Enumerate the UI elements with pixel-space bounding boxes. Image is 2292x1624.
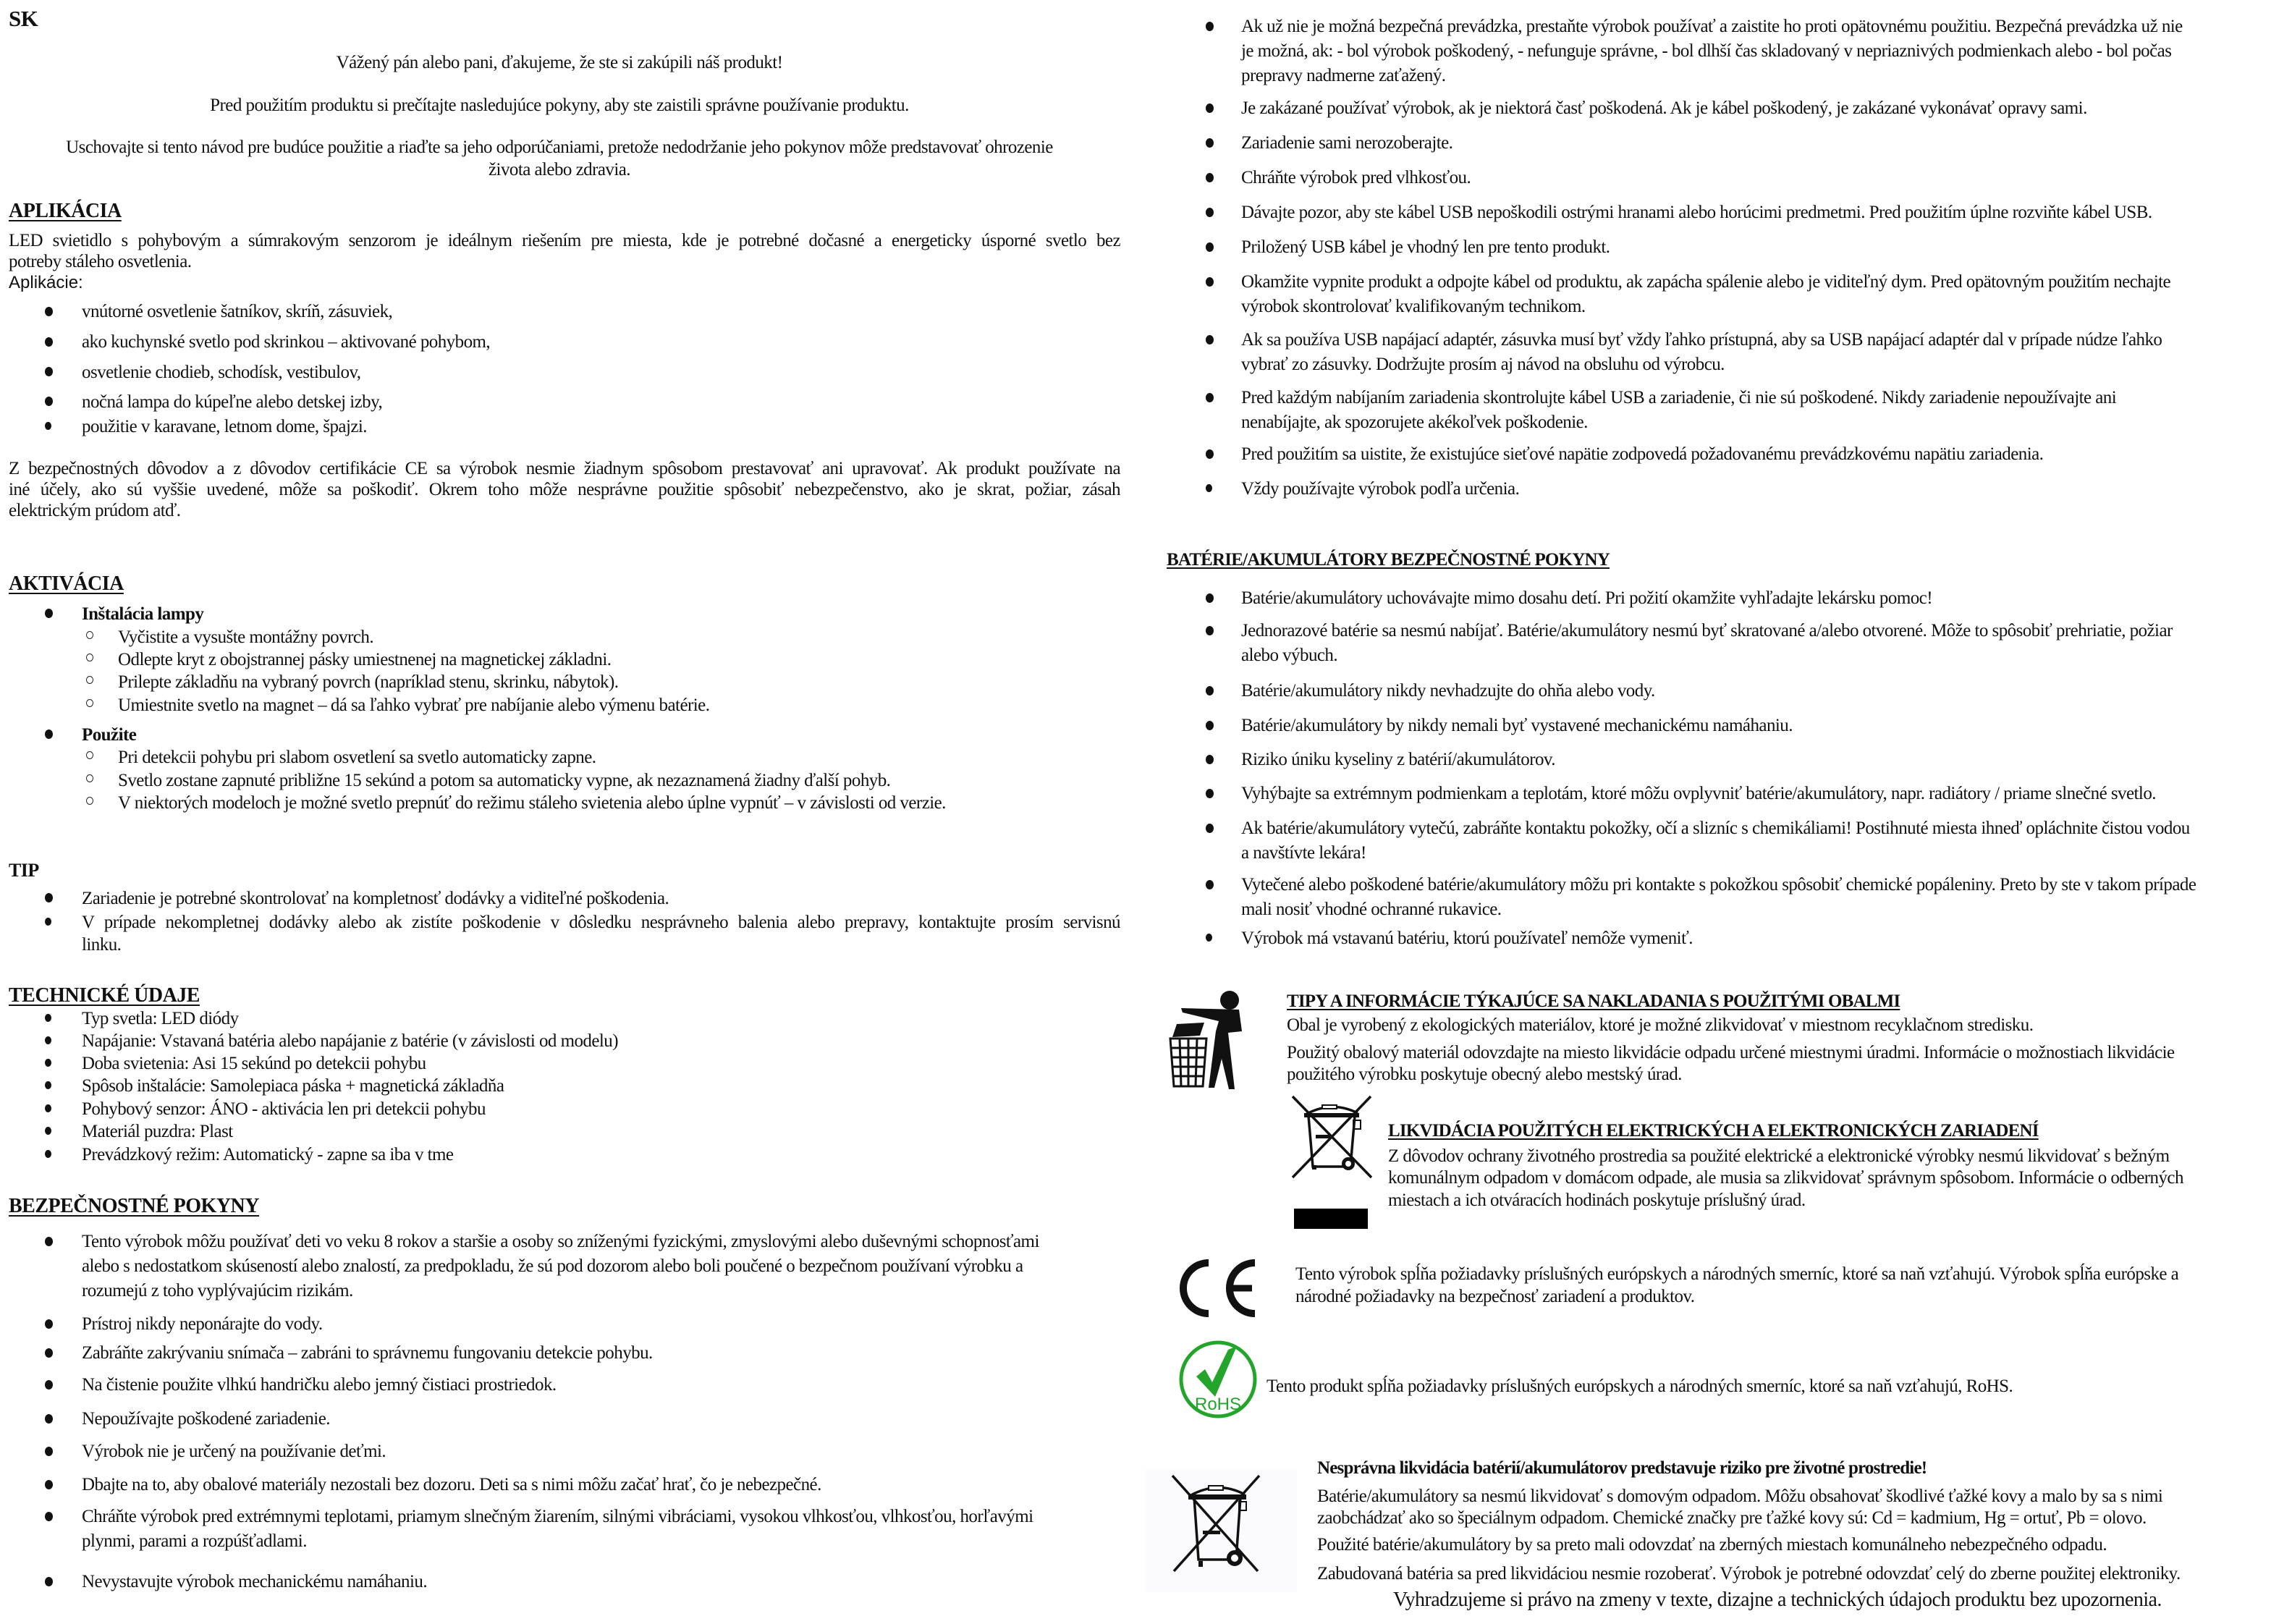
intro-keep-manual-line-2: života alebo zdravia. bbox=[489, 160, 630, 179]
safety-item-line: Prístroj nikdy neponárajte do vody. bbox=[82, 1314, 323, 1334]
safety-item-line: Pred použitím sa uistite, že existujúce sieťové napätie zodpovedá požadovanému prevádzkovému napätiu zariadenia. bbox=[1241, 444, 2044, 464]
ce-mark-label: CE bbox=[1177, 1259, 1178, 1260]
safety-item-line: Ak sa používa USB napájací adaptér, zásuvka musí byť vždy ľahko prístupná, aby sa USB napájací adaptér dal v prípade núdze ľahko bbox=[1241, 330, 2162, 350]
bullet-icon bbox=[1206, 242, 1214, 252]
safety-item-line: Pred každým nabíjaním zariadenia skontrolujte kábel USB a zariadenie, či nie sú poškodené. Nikdy zariadenie nepoužívajte ani bbox=[1241, 388, 2117, 407]
safety-item-line: Dbajte na to, aby obalové materiály nezostali bez dozoru. Deti sa s nimi môžu začať hrať, čo je nebezpečné. bbox=[82, 1475, 821, 1494]
bullet-icon bbox=[45, 1512, 53, 1521]
weee-heading: LIKVIDÁCIA POUŽITÝCH ELEKTRICKÝCH A ELEKTRONICKÝCH ZARIADENÍ bbox=[1388, 1121, 2039, 1141]
bullet-icon bbox=[1206, 880, 1214, 889]
battery-safety-item-line: Výrobok má vstavanú batériu, ktorú používateľ nemôže vymeniť. bbox=[1241, 929, 1693, 948]
battery-safety-item-line: Batérie/akumulátory uchovávajte mimo dosahu detí. Pri požití okamžite vyhľadajte lekársku pomoc! bbox=[1241, 588, 1932, 608]
bullet-icon bbox=[1206, 173, 1214, 182]
bullet-icon bbox=[1206, 593, 1214, 603]
footer-disclaimer: Vyhradzujeme si právo na zmeny v texte, dizajne a technických údajoch produktu bez upozornenia. bbox=[1393, 1589, 2162, 1611]
safety-item-line: Vždy používajte výrobok podľa určenia. bbox=[1241, 479, 1520, 499]
safety-item-line: Je zakázané používať výrobok, ak je niektorá časť poškodená. Ak je kábel poškodený, je zakázané vykonávať opravy sami. bbox=[1241, 98, 2087, 118]
bullet-icon bbox=[45, 1104, 51, 1112]
battery-safety-item-line: Vytečené alebo poškodené batérie/akumulátory môžu pri kontakte s pokožkou spôsobiť chemické popáleniny. Preto by ste v takom prípade bbox=[1241, 875, 2196, 895]
technical-item: Napájanie: Vstavaná batéria alebo napájanie z batérie (v závislosti od modelu) bbox=[82, 1031, 619, 1051]
aktivacia-step: Odlepte kryt z obojstrannej pásky umiestnenej na magnetickej základni. bbox=[118, 650, 612, 669]
bullet-icon bbox=[45, 1059, 51, 1067]
bullet-icon bbox=[45, 1237, 53, 1246]
battery-safety-item-line: Ak batérie/akumulátory vytečú, zabráňte kontaktu pokožky, očí a slizníc s chemikáliami! Postihnuté miesta ihneď opláchnite čistou vodou bbox=[1241, 819, 2190, 838]
bullet-icon bbox=[45, 1480, 53, 1489]
bullet-icon bbox=[1206, 22, 1214, 31]
tip-item-cont: linku. bbox=[82, 935, 122, 955]
technical-item: Doba svietenia: Asi 15 sekúnd po detekcii pohybu bbox=[82, 1054, 426, 1073]
aktivacia-step: Vyčistite a vysušte montážny povrch. bbox=[118, 627, 374, 647]
aplikacia-list-label: Aplikácie: bbox=[9, 273, 83, 292]
tip-item: Zariadenie je potrebné skontrolovať na kompletnosť dodávky a viditeľné poškodenia. bbox=[82, 889, 669, 908]
safety-item-line: plynmi, parami a rozpúšťadlami. bbox=[82, 1531, 307, 1551]
battery-safety-item-line: mali nosiť vhodné ochranné rukavice. bbox=[1241, 900, 1502, 919]
rohs-icon bbox=[1177, 1339, 1259, 1420]
aktivacia-step: Pri detekcii pohybu pri slabom osvetlení sa svetlo automaticky zapne. bbox=[118, 748, 596, 767]
ce-line-2: národné požiadavky na bezpečnosť zariadení a produktov. bbox=[1295, 1287, 1695, 1306]
safety-item-line: Chráňte výrobok pred vlhkosťou. bbox=[1241, 168, 1471, 187]
safety-item-line: prepravy nadmerne zaťažený. bbox=[1241, 66, 1446, 85]
bullet-icon bbox=[1206, 824, 1214, 833]
bullet-icon bbox=[1206, 789, 1214, 798]
ce-line-1: Tento výrobok spĺňa požiadavky príslušných európskych a národných smerníc, ktoré sa naň vzťahujú. Výrobok spĺňa európske a bbox=[1295, 1264, 2179, 1284]
bullet-icon bbox=[1206, 277, 1214, 287]
bullet-icon bbox=[1206, 626, 1214, 635]
bullet-icon bbox=[45, 1380, 53, 1390]
battery-safety-item-line: Batérie/akumulátory by nikdy nemali byť vystavené mechanickému namáhaniu. bbox=[1241, 716, 1793, 735]
bullet-icon bbox=[45, 1414, 53, 1424]
section-heading-tip: TIP bbox=[9, 860, 39, 881]
rohs-text: Tento produkt spĺňa požiadavky príslušných európskych a národných smerníc, ktoré sa naň vzťahujú, RoHS. bbox=[1266, 1376, 2013, 1396]
aplikacia-warning-line-3: elektrickým prúdom atď. bbox=[9, 501, 181, 520]
bullet-icon bbox=[1206, 449, 1214, 459]
list-item-text: vnútorné osvetlenie šatníkov, skríň, zásuviek, bbox=[82, 302, 393, 321]
safety-item-line: Ak už nie je možná bezpečná prevádzka, prestaňte výrobok používať a zaistite ho proti opätovnému použitiu. Bezpečná prevádzka už nie bbox=[1241, 17, 2183, 36]
section-heading-safety: BEZPEČNOSTNÉ POKYNY bbox=[9, 1195, 259, 1217]
technical-item: Materiál puzdra: Plast bbox=[82, 1122, 233, 1141]
battery-disposal-line-2: zaobchádzať ako so špeciálnym odpadom. Chemické značky pre ťažké kovy sú: Cd = kadmium, Hg = ortuť, Pb = olovo. bbox=[1317, 1508, 2147, 1528]
crossed-bin-icon bbox=[1288, 1094, 1375, 1232]
safety-item-line: Priložený USB kábel je vhodný len pre tento produkt. bbox=[1241, 237, 1610, 257]
battery-disposal-line-4: Zabudovaná batéria sa pred likvidáciou nesmie rozoberať. Výrobok je potrebné odovzdať celý do zberne použitej elektroniky. bbox=[1317, 1564, 2181, 1583]
safety-item-line: Nepoužívajte poškodené zariadenie. bbox=[82, 1409, 330, 1429]
intro-read-first: Pred použitím produktu si prečítajte nasledujúce pokyny, aby ste zaistili správne používanie produktu. bbox=[210, 96, 909, 115]
list-item-text: nočná lampa do kúpeľne alebo detskej izby, bbox=[82, 392, 383, 412]
bullet-icon bbox=[1206, 393, 1214, 402]
section-heading-technical: TECHNICKÉ ÚDAJE bbox=[9, 984, 200, 1007]
bullet-icon bbox=[45, 1036, 51, 1044]
tip-item: V prípade nekompletnej dodávky alebo ak zistíte poškodenie v dôsledku nesprávneho balenia alebo prepravy, kontaktujte prosím servisnú bbox=[82, 913, 1120, 932]
safety-item-line: výrobok skontrolovať kvalifikovaným technikom. bbox=[1241, 297, 1586, 316]
safety-item-line: nenabíjajte, ak spozorujete akékoľvek poškodenie. bbox=[1241, 413, 1588, 432]
safety-item-line: Na čistenie použite vlhkú handričku alebo jemný čistiaci prostriedok. bbox=[82, 1375, 557, 1395]
aktivacia-step: Prilepte základňu na vybraný povrch (napríklad stenu, skrinku, nábytok). bbox=[118, 672, 619, 692]
bullet-icon bbox=[1206, 335, 1214, 344]
battery-disposal-line-1: Batérie/akumulátory sa nesmú likvidovať s domovým odpadom. Môžu obsahovať škodlivé ťažké kovy a malo by sa s nimi bbox=[1317, 1486, 2163, 1506]
safety-item-line: rozumejú z toho vyplývajúcim rizikám. bbox=[82, 1281, 353, 1301]
rohs-label: RoHS bbox=[1194, 1395, 1242, 1414]
bullet-icon bbox=[45, 1127, 51, 1135]
battery-disposal-heading: Nesprávna likvidácia batérií/akumulátorov predstavuje riziko pre životné prostredie! bbox=[1317, 1458, 1927, 1478]
aktivacia-step: Umiestnite svetlo na magnet – dá sa ľahko vybrať pre nabíjanie alebo výmenu batérie. bbox=[118, 695, 710, 715]
bullet-icon bbox=[1206, 484, 1212, 492]
aktivacia-step: V niektorých modeloch je možné svetlo prepnúť do režimu stáleho svietenia alebo úplne vypnúť – v závislosti od verzie. bbox=[118, 793, 946, 813]
list-item-text: použitie v karavane, letnom dome, špajzi. bbox=[82, 417, 367, 436]
bullet-icon bbox=[45, 1577, 53, 1586]
technical-item: Prevádzkový režim: Automatický - zapne sa iba v tme bbox=[82, 1145, 454, 1164]
bullet-icon bbox=[1206, 138, 1214, 148]
weee-line-1: Z dôvodov ochrany životného prostredia sa použité elektrické a elektronické výrobky nesmú likvidovať s bežným bbox=[1388, 1146, 2170, 1166]
bullet-icon bbox=[45, 1150, 51, 1158]
safety-item-line: vybrať zo zásuvky. Dodržujte prosím aj návod na obsluhu od výrobcu. bbox=[1241, 355, 1725, 374]
packaging-line-3: použitého výrobku poskytuje obecný alebo mestský úrad. bbox=[1287, 1065, 1682, 1084]
battery-safety-item-line: Jednorazové batérie sa nesmú nabíjať. Batérie/akumulátory nesmú byť skratované a/alebo otvorené. Môže to spôsobiť prehriatie, požiar bbox=[1241, 621, 2173, 640]
aktivacia-step: Svetlo zostane zapnuté približne 15 sekúnd a potom sa automaticky vypne, ak nezaznamená žiadny ďalší pohyb. bbox=[118, 771, 891, 790]
aplikacia-warning-line-2: iné účely, ako sú vyššie uvedené, môže sa poškodiť. Okrem toho môže nesprávne použitie spôsobiť nebezpečenstvo, ako je skrat, požiar, zásah bbox=[9, 480, 1120, 499]
safety-item-line: Zabráňte zakrývaniu snímača – zabráni to správnemu fungovaniu detekcie pohybu. bbox=[82, 1343, 653, 1363]
battery-safety-item-line: Riziko úniku kyseliny z batérií/akumulátorov. bbox=[1241, 750, 1555, 769]
list-item-text: ako kuchynské svetlo pod skrinkou – aktivované pohybom, bbox=[82, 332, 491, 352]
weee-line-3: miestach a ich otváracích hodinách poskytuje príslušný úrad. bbox=[1388, 1190, 1806, 1210]
battery-safety-item-line: alebo výbuch. bbox=[1241, 646, 1338, 665]
crossed-bin-battery-icon bbox=[1167, 1473, 1261, 1574]
aktivacia-group-title: Inštalácia lampy bbox=[82, 604, 204, 624]
battery-safety-item-line: Batérie/akumulátory nikdy nevhadzujte do ohňa alebo vody. bbox=[1241, 681, 1655, 701]
bullet-icon bbox=[1206, 755, 1214, 764]
bullet-icon bbox=[45, 1014, 51, 1022]
bullet-icon bbox=[45, 1348, 53, 1358]
bullet-icon bbox=[45, 1447, 53, 1456]
packaging-heading: TIPY A INFORMÁCIE TÝKAJÚCE SA NAKLADANIA S POUŽITÝMI OBALMI bbox=[1287, 991, 1900, 1011]
weee-line-2: komunálnym odpadom v domácom odpade, ale musia sa zlikvidovať správnym spôsobom. Informácie o odberných bbox=[1388, 1168, 2183, 1188]
safety-item-line: je možná, ak: - bol výrobok poškodený, - nefunguje správne, - bol dlhší čas skladovaný v nepriaznivých podmienkach alebo - bol počas bbox=[1241, 41, 2172, 61]
bullet-icon bbox=[1206, 934, 1212, 942]
bullet-icon bbox=[45, 1081, 51, 1089]
litter-bin-icon bbox=[1167, 986, 1246, 1091]
ce-mark-icon bbox=[1177, 1259, 1260, 1317]
battery-safety-item-line: Vyhýbajte sa extrémnym podmienkam a teplotám, ktoré môžu ovplyvniť batérie/akumulátory, napr. radiátory / priame slnečné svetlo. bbox=[1241, 784, 2156, 803]
aplikacia-desc-line-1: LED svietidlo s pohybovým a súmrakovým senzorom je ideálnym riešením pre miesta, kde je potrebné dočasné a energeticky úsporné svetlo bez bbox=[9, 231, 1120, 250]
section-heading-battery-safety: BATÉRIE/AKUMULÁTORY BEZPEČNOSTNÉ POKYNY bbox=[1167, 550, 1610, 570]
bullet-icon bbox=[1206, 686, 1214, 695]
bullet-icon bbox=[1206, 103, 1214, 113]
bullet-icon bbox=[1206, 721, 1214, 730]
bullet-icon bbox=[1206, 208, 1214, 217]
packaging-line-1: Obal je vyrobený z ekologických materiálov, ktoré je možné zlikvidovať v miestnom recyklačnom stredisku. bbox=[1287, 1015, 2034, 1035]
bullet-icon bbox=[45, 1319, 53, 1329]
section-heading-aktivacia: AKTIVÁCIA bbox=[9, 572, 124, 595]
aktivacia-group-title: Použite bbox=[82, 725, 137, 745]
safety-item-line: Dávajte pozor, aby ste kábel USB nepoškodili ostrými hranami alebo horúcimi predmetmi. Pred použitím úplne rozviňte kábel USB. bbox=[1241, 203, 2152, 222]
aplikacia-desc-line-2: potreby stáleho osvetlenia. bbox=[9, 252, 192, 271]
safety-item-line: Výrobok nie je určený na používanie deťmi. bbox=[82, 1442, 386, 1461]
section-heading-aplikacia: APLIKÁCIA bbox=[9, 200, 122, 222]
safety-item-line: Zariadenie sami nerozoberajte. bbox=[1241, 133, 1453, 153]
intro-greeting: Vážený pán alebo pani, ďakujeme, že ste si zakúpili náš produkt! bbox=[336, 53, 783, 72]
technical-item: Spôsob inštalácie: Samolepiaca páska + magnetická základňa bbox=[82, 1076, 504, 1096]
safety-item-line: alebo s nedostatkom skúseností alebo znalostí, za predpokladu, že sú pod dozorom alebo boli poučené o bezpečnom používaní výrobku a bbox=[82, 1256, 1023, 1276]
safety-item-line: Nevystavujte výrobok mechanickému namáhaniu. bbox=[82, 1572, 428, 1591]
technical-item: Typ svetla: LED diódy bbox=[82, 1009, 239, 1028]
language-code: SK bbox=[9, 6, 38, 31]
battery-disposal-line-3: Použité batérie/akumulátory by sa preto mali odovzdať na zberných miestach komunálneho nebezpečného odpadu. bbox=[1317, 1535, 2107, 1555]
packaging-line-2: Použitý obalový materiál odovzdajte na miesto likvidácie odpadu určené miestnymi úradmi. Informácie o možnostiach likvidácie bbox=[1287, 1043, 2175, 1062]
aplikacia-warning-line-1: Z bezpečnostných dôvodov a z dôvodov certifikácie CE sa výrobok nesmie žiadnym spôsobom prestavovať ani upravovať. Ak produkt používate na bbox=[9, 459, 1120, 478]
list-item-text: osvetlenie chodieb, schodísk, vestibulov, bbox=[82, 363, 361, 382]
safety-item-line: Chráňte výrobok pred extrémnymi teplotami, priamym slnečným žiarením, silnými vibráciami, vysokou vlhkosťou, vlhkosťou, horľavými bbox=[82, 1507, 1033, 1526]
safety-item-line: Okamžite vypnite produkt a odpojte kábel od produktu, ak zapácha spálenie alebo je viditeľný dym. Pred opätovným použitím nechajte bbox=[1241, 272, 2171, 292]
intro-keep-manual-line-1: Uschovajte si tento návod pre budúce použitie a riaďte sa jeho odporúčaniami, pretože nedodržanie jeho pokynov môže predstavovať ohrozenie bbox=[66, 138, 1053, 157]
safety-item-line: Tento výrobok môžu používať deti vo veku 8 rokov a staršie a osoby so zníženými fyzickými, zmyslovými alebo duševnými schopnosťami bbox=[82, 1232, 1039, 1251]
battery-safety-item-line: a navštívte lekára! bbox=[1241, 843, 1366, 863]
technical-item: Pohybový senzor: ÁNO - aktivácia len pri detekcii pohybu bbox=[82, 1099, 486, 1119]
